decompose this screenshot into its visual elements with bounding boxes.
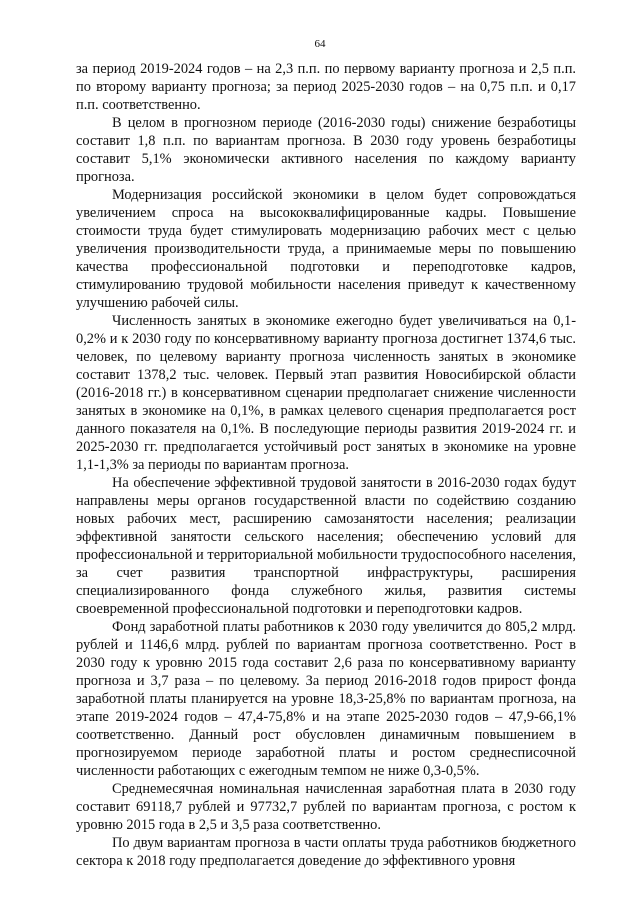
paragraph-average-wage: Среднемесячная номинальная начисленная заработная плата в 2030 году составит 69118,7 рублей и 97732,7 рублей по вариантам прогноза, с ростом к уровню 2015 года в 2,5 и 3,5 раза соответственно. (76, 781, 576, 833)
paragraph-modernization: Модернизация российской экономики в целом будет сопровождаться увеличением спроса на высококвалифицированные кадры. Повышение стоимости труда будет стимулировать модернизацию рабочих мест с целью увеличения производительности труда, а принимаемые меры по повышению качества профессиональной подготовки и переподготовке кадров, стимулированию трудовой мобильности населения приведут к качественному улучшению рабочей силы. (76, 187, 576, 311)
paragraph-unemployment-periods: за период 2019-2024 годов – на 2,3 п.п. по первому варианту прогноза и 2,5 п.п. по второму варианту прогноза; за период 2025-2030 годов – на 0,75 п.п. и 0,17 п.п. соответственно. (76, 61, 576, 113)
paragraph-unemployment-total: В целом в прогнозном периоде (2016-2030 годы) снижение безработицы составит 1,8 п.п. по вариантам прогноза. В 2030 году уровень безработицы составит 5,1% экономически активного населения по каждому варианту прогноза. (76, 115, 576, 185)
paragraph-employment-numbers: Численность занятых в экономике ежегодно будет увеличиваться на 0,1-0,2% и к 2030 году по консервативному варианту прогноза достигнет 1374,6 тыс. человек, по целевому варианту прогноза численность занятых в экономике составит 1378,2 тыс. человек. Первый этап развития Новосибирской области (2016-2018 гг.) в консервативном сценарии предполагает снижение численности занятых в экономике на 0,1%, в рамках целевого сценария предполагается рост данного показателя на 0,1%. В последующие периоды развития 2019-2024 гг. и 2025-2030 гг. предполагается устойчивый рост занятых в экономике на уровне 1,1-1,3% за периоды по вариантам прогноза. (76, 313, 576, 473)
page-number: 64 (314, 38, 326, 50)
document-body (76, 60, 576, 870)
paragraph-effective-employment: На обеспечение эффективной трудовой занятости в 2016-2030 годах будут направлены меры органов государственной власти по содействию созданию новых рабочих мест, расширению самозанятости населения; реализации эффективной занятости сельского населения; обеспечению условий для профессиональной и территориальной мобильности трудоспособного населения, за счет развития транспортной инфраструктуры, расширения специализированного фонда служебного жилья, развития системы своевременной профессиональной подготовки и переподготовки кадров. (76, 475, 576, 617)
paragraph-wage-fund: Фонд заработной платы работников к 2030 году увеличится до 805,2 млрд. рублей и 1146,6 млрд. рублей по вариантам прогноза соответственно. Рост в 2030 году к уровню 2015 года составит 2,6 раза по консервативному варианту прогноза и 3,7 раза – по целевому. За период 2016-2018 годов прирост фонда заработной платы планируется на уровне 18,3-25,8% по вариантам прогноза, на этапе 2019-2024 годов – 47,4-75,8% и на этапе 2025-2030 годов – 47,9-66,1% соответственно. Данный рост обусловлен динамичным повышением в прогнозируемом периоде заработной платы и ростом среднесписочной численности работающих с ежегодным темпом не ниже 0,3-0,5%. (76, 619, 576, 779)
paragraph-public-sector-wages: По двум вариантам прогноза в части оплаты труда работников бюджетного сектора к 2018 году предполагается доведение до эффективного уровня (76, 835, 576, 869)
